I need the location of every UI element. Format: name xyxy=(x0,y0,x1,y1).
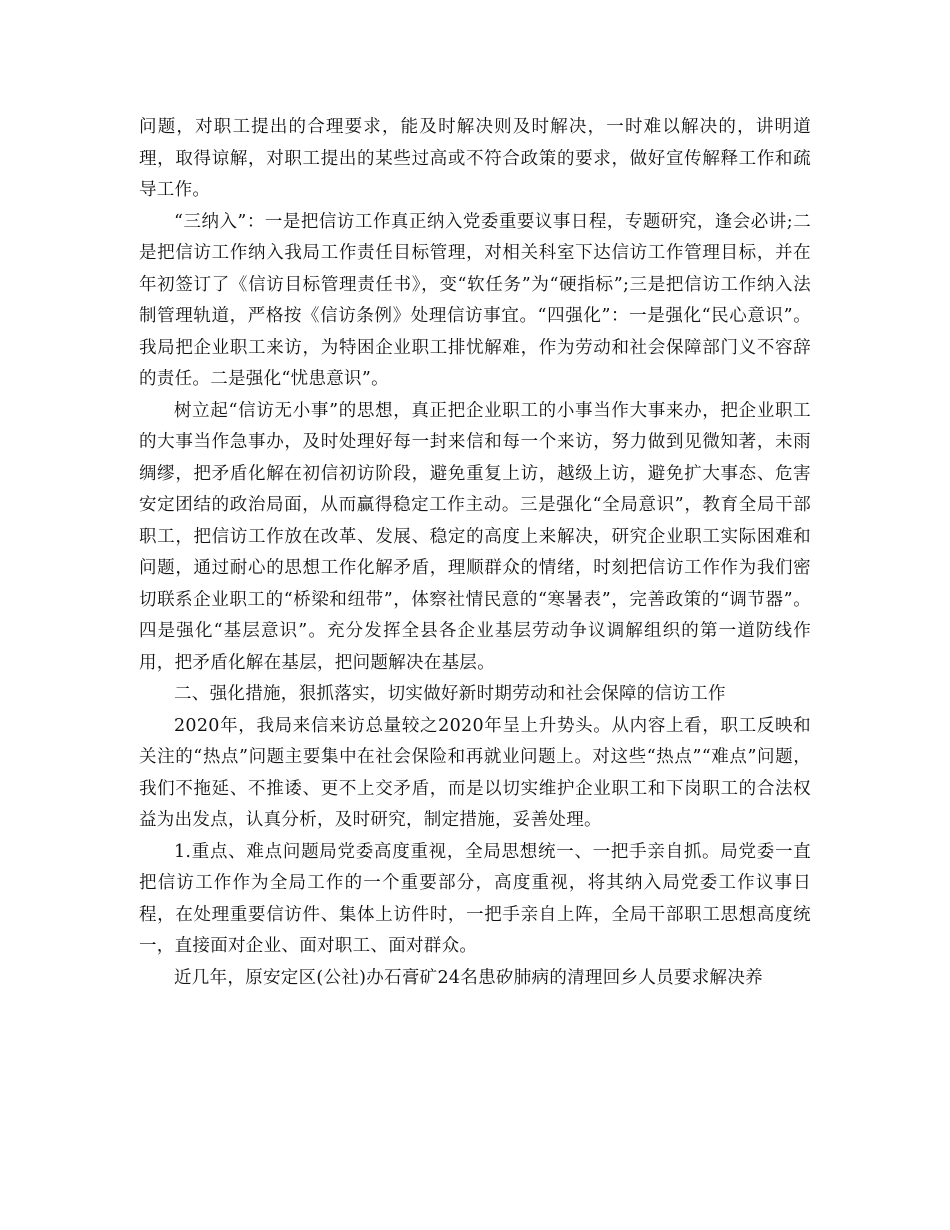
paragraph-4: 2020年，我局来信来访总量较之2020年呈上升势头。从内容上看，职工反映和关注的“热点”问题主要集中在社会保险和再就业问题上。对这些“热点”“难点”问题，我们不拖延、不推诿、更不上交矛盾，而是以切实维护企业职工和下岗职工的合法权益为出发点，认真分析，及时研究，制定措施，妥善处理。 xyxy=(139,715,811,830)
paragraph-2: “三纳入”：一是把信访工作真正纳入党委重要议事日程，专题研究，逢会必讲;二是把信访工作纳入我局工作责任目标管理，对相关科室下达信访工作管理目标，并在年初签订了《信访目标管理责任书》，变“软任务”为“硬指标”;三是把信访工作纳入法制管理轨道，严格按《信访条例》处理信访事宜。“四强化”：一是强化“民心意识”。我局把企业职工来访，为特困企业职工排忧解难，作为劳动和社会保障部门义不容辞的责任。二是强化“忧患意识”。 xyxy=(139,211,811,389)
paragraph-1: 问题，对职工提出的合理要求，能及时解决则及时解决，一时难以解决的，讲明道理，取得谅解，对职工提出的某些过高或不符合政策的要求，做好宣传解释工作和疏导工作。 xyxy=(139,117,811,200)
paragraph-3: 树立起“信访无小事”的思想，真正把企业职工的小事当作大事来办，把企业职工的大事当作急事办，及时处理好每一封来信和每一个来访，努力做到见微知著，未雨绸缪，把矛盾化解在初信初访阶段，避免重复上访，越级上访，避免扩大事态、危害安定团结的政治局面，从而赢得稳定工作主动。三是强化“全局意识”，教育全局干部职工，把信访工作放在改革、发展、稳定的高度上来解决，研究企业职工实际困难和问题，通过耐心的思想工作化解矛盾，理顺群众的情绪，时刻把信访工作作为我们密切联系企业职工的“桥梁和纽带”，体察社情民意的“寒暑表”，完善政策的“调节器”。四是强化“基层意识”。充分发挥全县各企业基层劳动争议调解组织的第一道防线作用，把矛盾化解在基层，把问题解决在基层。 xyxy=(139,400,811,673)
section-heading: 二、强化措施，狠抓落实，切实做好新时期劳动和社会保障的信访工作 xyxy=(174,684,726,704)
document-body xyxy=(139,112,811,994)
paragraph-6: 近几年，原安定区(公社)办石膏矿24名患矽肺病的清理回乡人员要求解决养 xyxy=(174,967,763,988)
paragraph-5: 1.重点、难点问题局党委高度重视，全局思想统一、一把手亲自抓。局党委一直把信访工作作为全局工作的一个重要部分，高度重视，将其纳入局党委工作议事日程，在处理重要信访件、集体上访件时，一把手亲自上阵，全局干部职工思想高度统一，直接面对企业、面对职工、面对群众。 xyxy=(139,841,811,956)
